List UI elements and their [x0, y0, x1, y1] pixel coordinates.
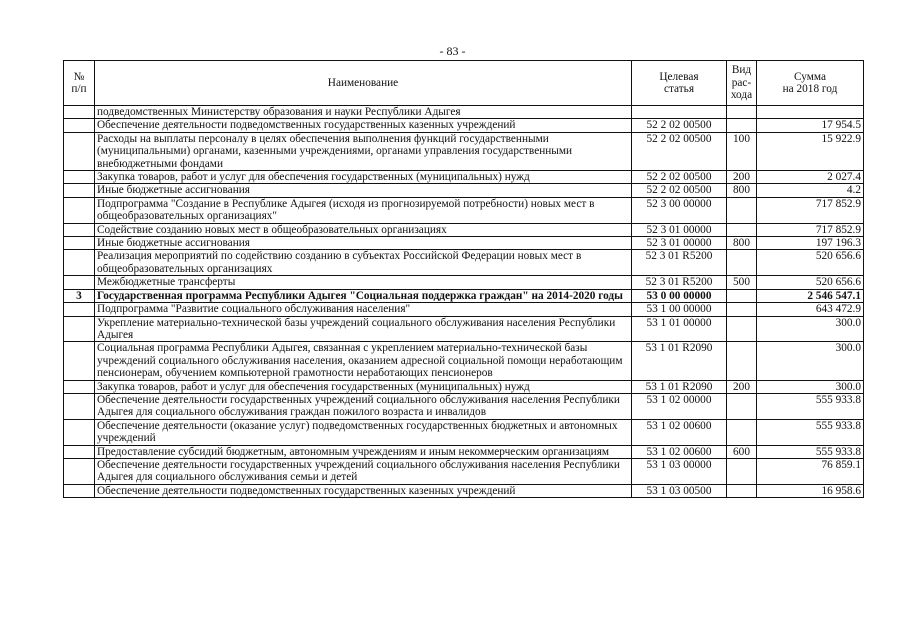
row-number [64, 184, 95, 197]
row-number [64, 380, 95, 393]
row-number [64, 132, 95, 170]
row-name: Укрепление материально-технической базы учреждений социального обслуживания населения Республики Адыгея [95, 316, 632, 342]
row-amount: 16 958.6 [757, 484, 864, 497]
row-expense-type [727, 223, 757, 236]
row-amount: 300.0 [757, 316, 864, 342]
table-row [64, 445, 864, 458]
budget-table [63, 60, 864, 498]
row-name: Закупка товаров, работ и услуг для обеспечения государственных (муниципальных) нужд [95, 380, 632, 393]
row-target-code: 52 3 00 00000 [632, 197, 727, 223]
row-expense-type [727, 303, 757, 316]
header-code: Целевая статья [632, 61, 727, 106]
row-name: Обеспечение деятельности (оказание услуг) подведомственных государственных бюджетных и автономных учреждений [95, 419, 632, 445]
row-target-code: 52 3 01 00000 [632, 223, 727, 236]
row-expense-type [727, 197, 757, 223]
table-row [64, 342, 864, 380]
row-name: Межбюджетные трансферты [95, 276, 632, 289]
row-target-code: 52 3 01 00000 [632, 237, 727, 250]
table-row [64, 419, 864, 445]
row-target-code: 53 1 03 00500 [632, 484, 727, 497]
table-row [64, 237, 864, 250]
row-amount: 555 933.8 [757, 419, 864, 445]
row-amount: 197 196.3 [757, 237, 864, 250]
table-row [64, 289, 864, 302]
table-row [64, 303, 864, 316]
row-expense-type [727, 393, 757, 419]
row-number [64, 223, 95, 236]
row-number [64, 303, 95, 316]
table-row [64, 106, 864, 119]
row-name: Обеспечение деятельности государственных учреждений социального обслуживания населения Республики Адыгея для социального обслуживания семьи и детей [95, 458, 632, 484]
row-expense-type: 800 [727, 237, 757, 250]
row-name: Обеспечение деятельности подведомственных государственных казенных учреждений [95, 119, 632, 132]
row-name: Подпрограмма "Развитие социального обслуживания населения" [95, 303, 632, 316]
table-row [64, 119, 864, 132]
row-expense-type: 500 [727, 276, 757, 289]
row-amount: 520 656.6 [757, 250, 864, 276]
row-target-code: 52 2 02 00500 [632, 132, 727, 170]
row-name: Обеспечение деятельности подведомственных государственных казенных учреждений [95, 484, 632, 497]
table-row [64, 197, 864, 223]
row-name: подведомственных Министерству образования и науки Республики Адыгея [95, 106, 632, 119]
row-expense-type [727, 458, 757, 484]
row-amount: 300.0 [757, 342, 864, 380]
row-target-code: 53 1 02 00600 [632, 419, 727, 445]
row-amount: 15 922.9 [757, 132, 864, 170]
table-row [64, 484, 864, 497]
row-name: Предоставление субсидий бюджетным, автономным учреждениям и иным некоммерческим организациям [95, 445, 632, 458]
row-name: Иные бюджетные ассигнования [95, 237, 632, 250]
row-number [64, 419, 95, 445]
row-expense-type: 800 [727, 184, 757, 197]
row-number [64, 276, 95, 289]
row-expense-type [727, 419, 757, 445]
row-number [64, 342, 95, 380]
table-row [64, 250, 864, 276]
row-name: Иные бюджетные ассигнования [95, 184, 632, 197]
table-header-row [64, 61, 864, 106]
row-number [64, 237, 95, 250]
row-expense-type: 200 [727, 171, 757, 184]
row-amount: 717 852.9 [757, 197, 864, 223]
row-number: 3 [64, 289, 95, 302]
row-number [64, 197, 95, 223]
row-target-code: 52 3 01 R5200 [632, 250, 727, 276]
row-number [64, 119, 95, 132]
row-target-code [632, 106, 727, 119]
row-amount: 76 859.1 [757, 458, 864, 484]
row-amount: 2 546 547.1 [757, 289, 864, 302]
header-type: Вид рас- хода [727, 61, 757, 106]
table-row [64, 223, 864, 236]
row-target-code: 53 1 03 00000 [632, 458, 727, 484]
page-number: - 83 - [439, 44, 466, 58]
row-name: Реализация мероприятий по содействию созданию в субъектах Российской Федерации новых мест в общеобразовательных организациях [95, 250, 632, 276]
row-number [64, 316, 95, 342]
row-amount: 520 656.6 [757, 276, 864, 289]
header-sum: Сумма на 2018 год [757, 61, 864, 106]
row-name: Закупка товаров, работ и услуг для обеспечения государственных (муниципальных) нужд [95, 171, 632, 184]
row-target-code: 53 1 02 00600 [632, 445, 727, 458]
row-target-code: 52 3 01 R5200 [632, 276, 727, 289]
row-name: Расходы на выплаты персоналу в целях обеспечения выполнения функций государственными (муниципальными) органами, казенными учреждениями, органами управления государственными внебюджетными фондами [95, 132, 632, 170]
row-expense-type [727, 106, 757, 119]
header-num: № п/п [64, 61, 95, 106]
row-target-code: 53 1 01 00000 [632, 316, 727, 342]
row-amount: 643 472.9 [757, 303, 864, 316]
row-name: Обеспечение деятельности государственных учреждений социального обслуживания населения Республики Адыгея для социального обслуживания граждан пожилого возраста и инвалидов [95, 393, 632, 419]
table-row [64, 132, 864, 170]
row-amount: 555 933.8 [757, 393, 864, 419]
row-expense-type [727, 250, 757, 276]
row-target-code: 53 1 01 R2090 [632, 380, 727, 393]
row-number [64, 393, 95, 419]
row-number [64, 458, 95, 484]
row-target-code: 53 0 00 00000 [632, 289, 727, 302]
row-name: Содействие созданию новых мест в общеобразовательных организациях [95, 223, 632, 236]
table-row [64, 184, 864, 197]
row-target-code: 52 2 02 00500 [632, 184, 727, 197]
table-row [64, 276, 864, 289]
table-row [64, 380, 864, 393]
row-expense-type: 200 [727, 380, 757, 393]
row-target-code: 53 1 00 00000 [632, 303, 727, 316]
row-target-code: 52 2 02 00500 [632, 119, 727, 132]
table-row [64, 393, 864, 419]
row-amount: 717 852.9 [757, 223, 864, 236]
row-target-code: 53 1 02 00000 [632, 393, 727, 419]
row-target-code: 53 1 01 R2090 [632, 342, 727, 380]
table-row [64, 171, 864, 184]
row-expense-type: 100 [727, 132, 757, 170]
table-row [64, 316, 864, 342]
header-name: Наименование [95, 61, 632, 106]
row-expense-type [727, 289, 757, 302]
row-name: Подпрограмма "Создание в Республике Адыгея (исходя из прогнозируемой потребности) новых мест в общеобразовательных организациях" [95, 197, 632, 223]
row-number [64, 106, 95, 119]
row-number [64, 445, 95, 458]
row-amount [757, 106, 864, 119]
row-amount: 4.2 [757, 184, 864, 197]
table-row [64, 458, 864, 484]
row-expense-type [727, 119, 757, 132]
row-number [64, 171, 95, 184]
row-target-code: 52 2 02 00500 [632, 171, 727, 184]
row-number [64, 484, 95, 497]
row-expense-type: 600 [727, 445, 757, 458]
row-amount: 300.0 [757, 380, 864, 393]
row-number [64, 250, 95, 276]
row-name: Государственная программа Республики Адыгея "Социальная поддержка граждан" на 2014-2020 годы [95, 289, 632, 302]
row-name: Социальная программа Республики Адыгея, связанная с укреплением материально-технической базы учреждений социального обслуживания населения, оказанием адресной социальной помощи неработающим пенсионерам, обучением компьютерной грамотности неработающих пенсионеров [95, 342, 632, 380]
row-amount: 2 027.4 [757, 171, 864, 184]
row-expense-type [727, 484, 757, 497]
row-amount: 555 933.8 [757, 445, 864, 458]
row-expense-type [727, 316, 757, 342]
row-amount: 17 954.5 [757, 119, 864, 132]
row-expense-type [727, 342, 757, 380]
